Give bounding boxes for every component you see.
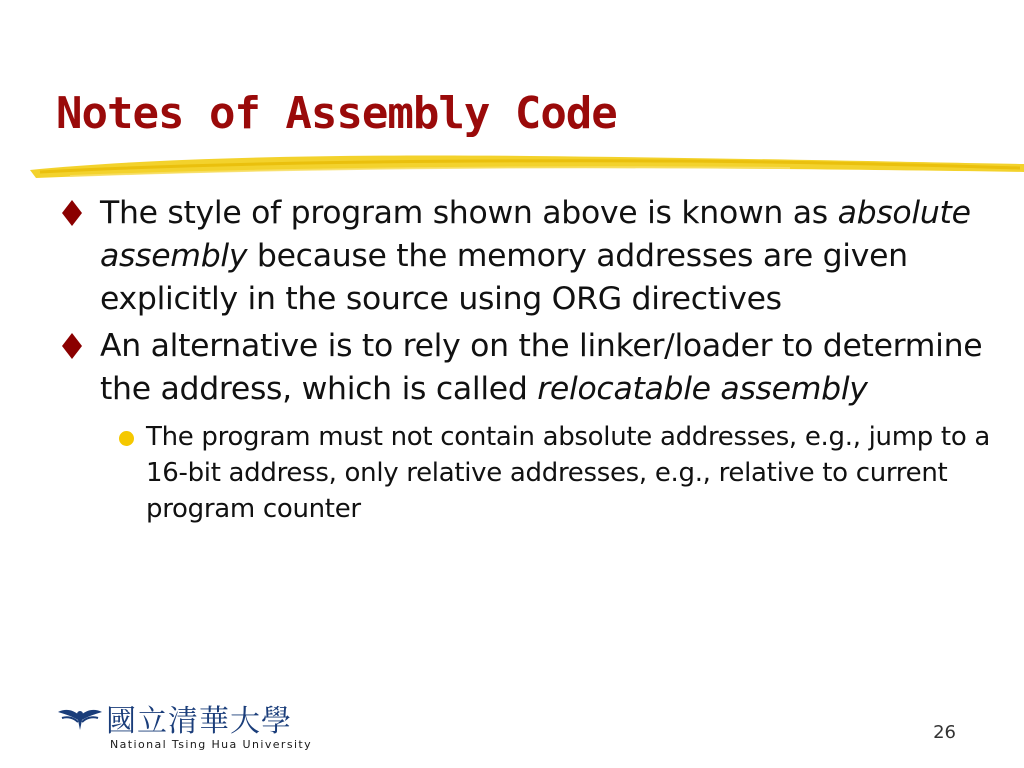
university-name-english: National Tsing Hua University xyxy=(110,738,313,751)
bullet-text-1-italic: absolute assembly xyxy=(100,195,971,274)
bullet-item-2 xyxy=(56,325,996,411)
university-logo xyxy=(56,700,316,756)
page-number: 26 xyxy=(933,722,956,743)
diamond-bullet-icon xyxy=(60,198,84,228)
sub-bullet-text-1: The program must not contain absolute addresses, e.g., jump to a 16-bit address, only relative addresses, e.g., relative to current program counter xyxy=(146,422,991,524)
sub-bullet-item-1 xyxy=(146,419,996,527)
university-name-chinese: 國立清華大學 xyxy=(106,704,292,739)
bullet-item-1 xyxy=(56,192,996,321)
yellow-brush-stroke-divider xyxy=(30,146,1024,186)
bullet-list xyxy=(56,192,996,527)
bullet-text-2-italic: relocatable assembly xyxy=(537,371,868,407)
bullet-text-1a: The style of program shown above is known as xyxy=(100,195,838,231)
bullet-text-1b: because the memory addresses are given explicitly in the source using ORG directives xyxy=(100,238,908,317)
circle-bullet-icon xyxy=(119,431,134,446)
nthu-emblem-icon xyxy=(56,704,104,734)
diamond-bullet-icon xyxy=(60,331,84,361)
bullet-text-2a: An alternative is to rely on the linker/loader to determine the address, which is called xyxy=(100,328,983,407)
slide-title: Notes of Assembly Code xyxy=(56,88,617,139)
